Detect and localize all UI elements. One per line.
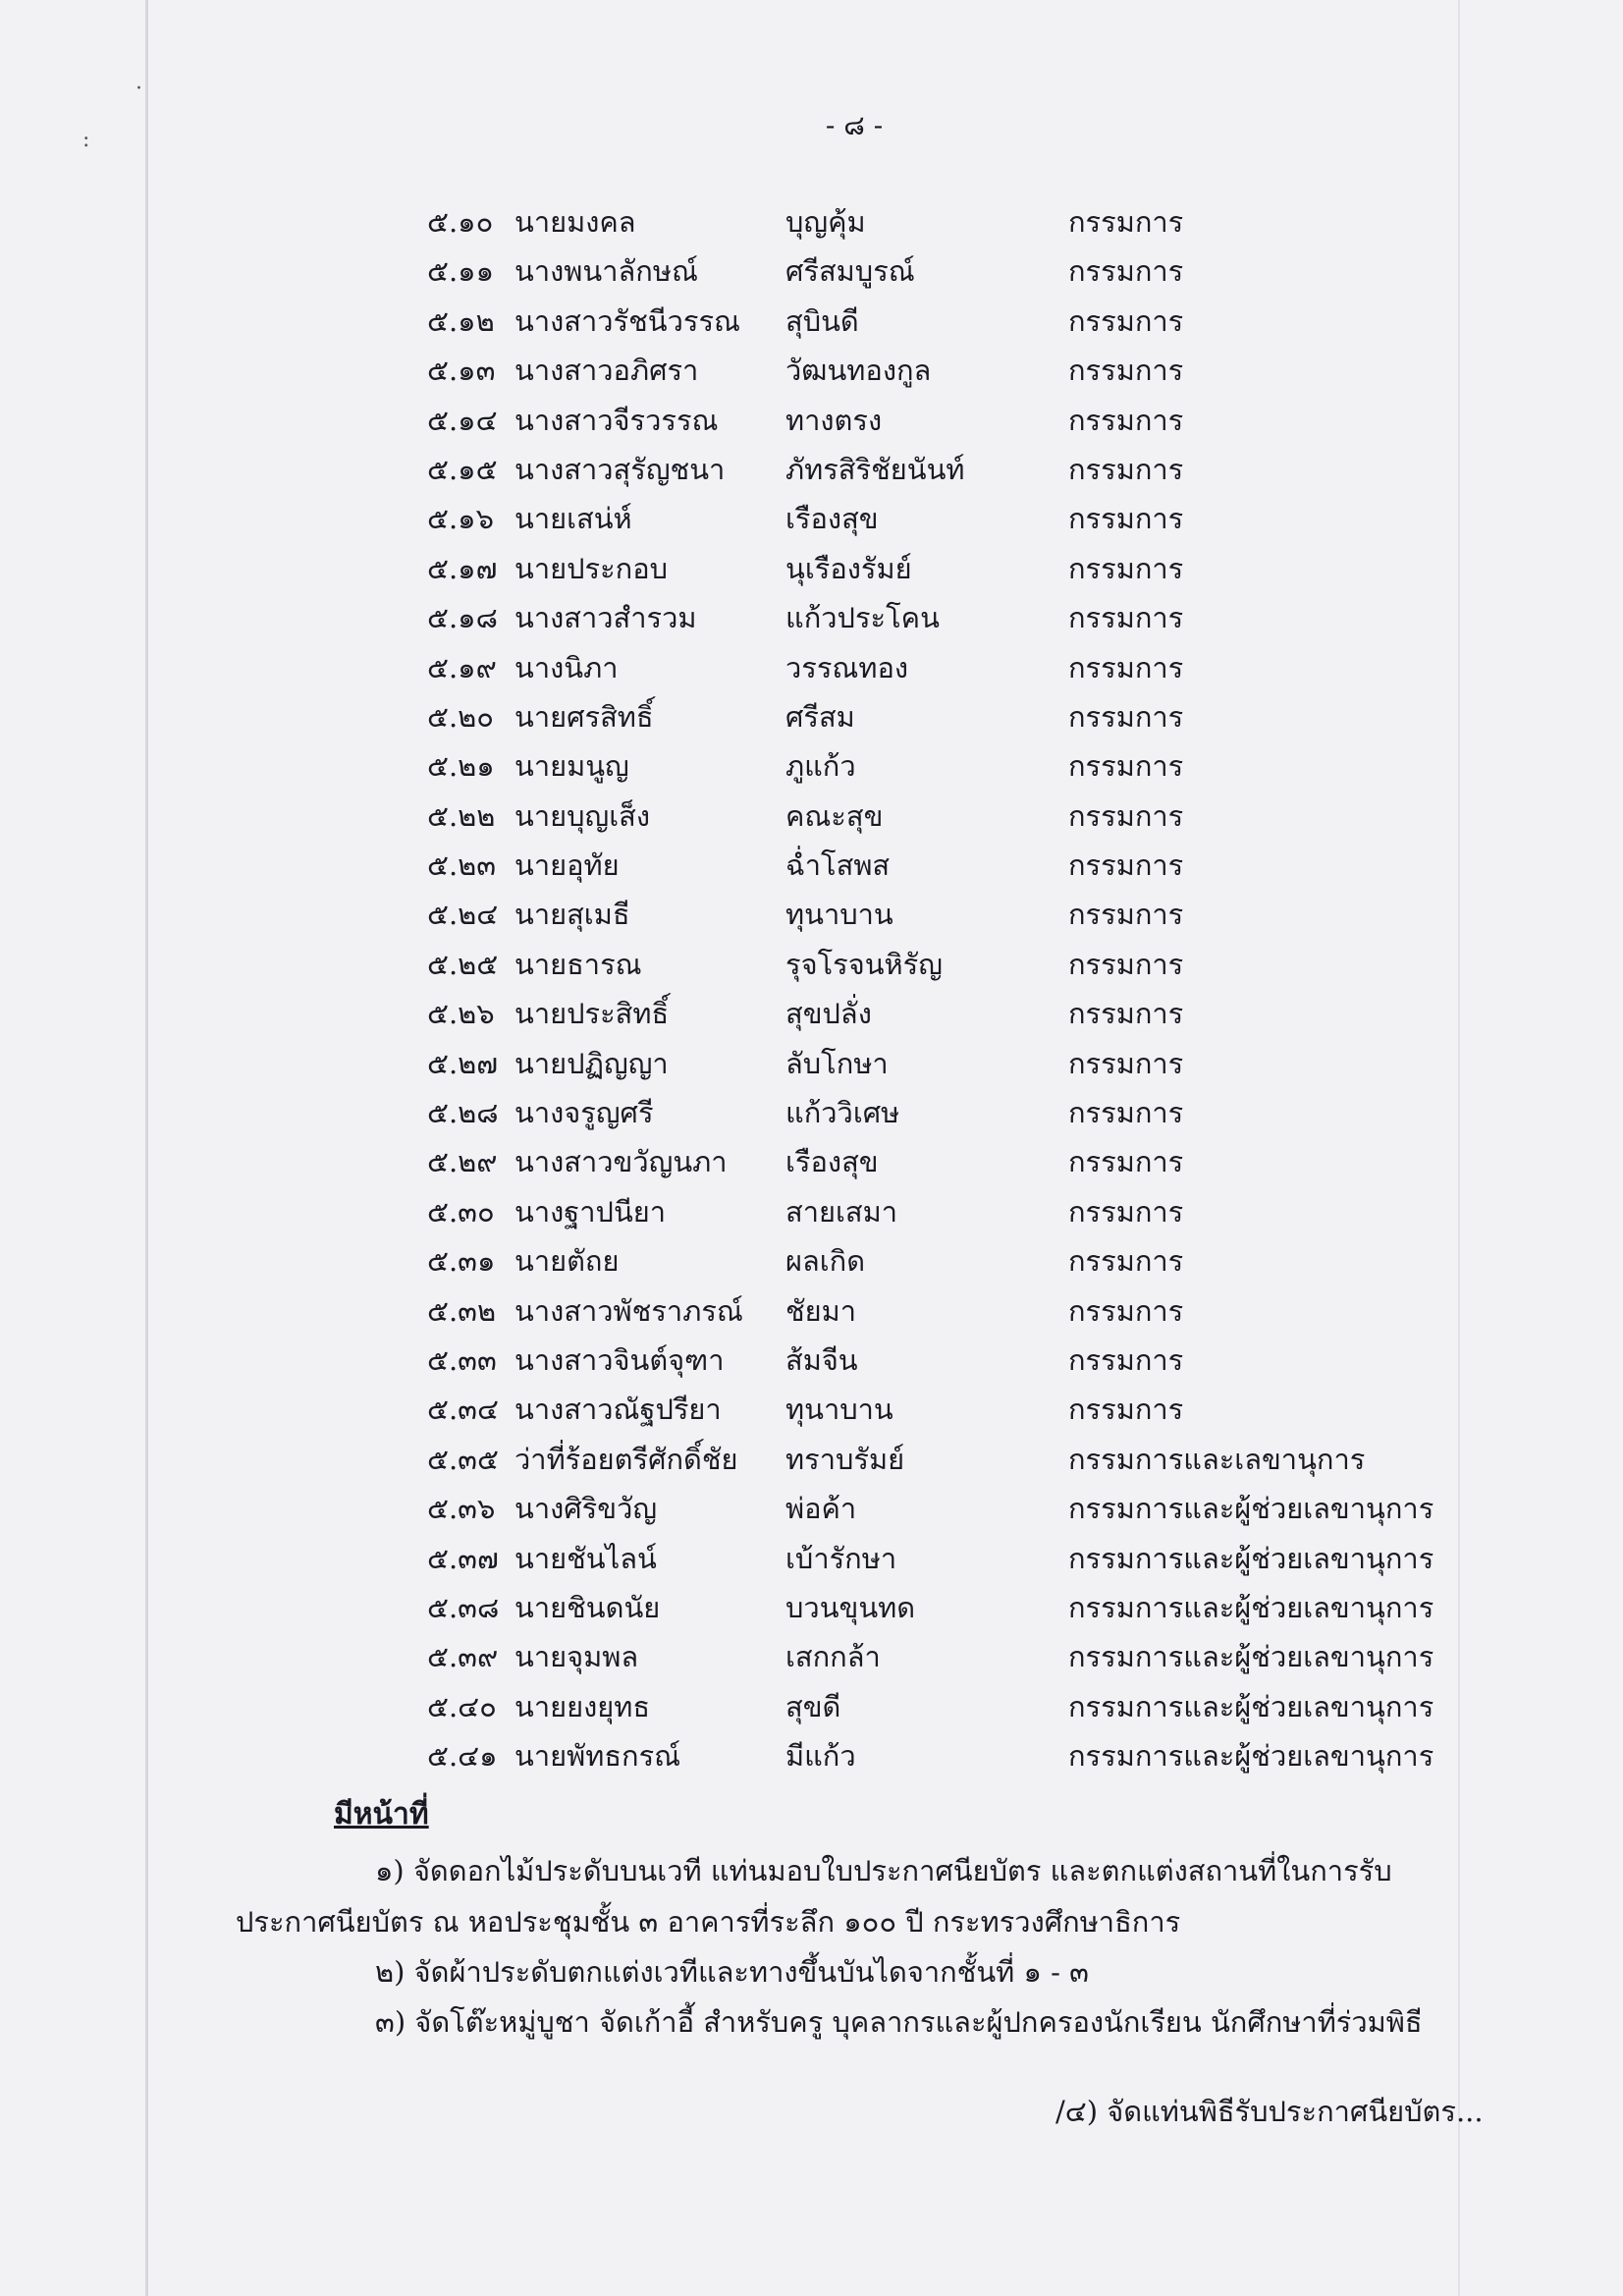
roster-number: ๕.๓๕ <box>427 1442 499 1476</box>
roster-name: นายมนูญ <box>514 749 629 784</box>
roster-role: กรรมการ <box>1068 354 1184 388</box>
roster-row <box>0 1338 1623 1387</box>
roster-number: ๕.๒๘ <box>427 1096 499 1130</box>
roster-number: ๕.๒๖ <box>427 997 495 1031</box>
roster-name: นายศรสิทธิ์ <box>514 699 654 734</box>
roster-number: ๕.๓๗ <box>427 1541 499 1575</box>
roster-role: กรรมการ <box>1068 1342 1184 1377</box>
roster-role: กรรมการ <box>1068 1393 1184 1427</box>
roster-name: นางสาวจีรวรรณ <box>514 403 719 437</box>
roster-surname: ศรีสม <box>785 699 855 734</box>
page-number: - ๘ - <box>825 109 884 141</box>
roster-number: ๕.๓๔ <box>427 1393 499 1427</box>
duty-item-2: ๒) จัดผ้าประดับตกแต่งเวทีและทางขึ้นบันไดจากชั้นที่ ๑ - ๓ <box>375 1955 1089 1989</box>
roster-surname: ภัทรสิริชัยนันท์ <box>785 452 965 486</box>
roster-row <box>0 1437 1623 1486</box>
roster-surname: สุขปลั่ง <box>785 997 872 1031</box>
roster-row <box>0 299 1623 348</box>
roster-surname: ฉ่ำโสพส <box>785 848 891 883</box>
roster-row <box>0 546 1623 595</box>
roster-row <box>0 991 1623 1040</box>
roster-role: กรรมการ <box>1068 452 1184 486</box>
roster-number: ๕.๑๗ <box>427 551 498 585</box>
roster-row <box>0 348 1623 397</box>
roster-surname: ชัยมา <box>785 1293 857 1328</box>
roster-name: นางสาวสุรัญชนา <box>514 452 726 486</box>
roster-row <box>0 743 1623 793</box>
roster-row <box>0 248 1623 298</box>
roster-name: นางสาวณัฐปรียา <box>514 1393 722 1427</box>
roster-name: นางสาวรัชนีวรรณ <box>514 303 740 338</box>
roster-row <box>0 496 1623 545</box>
roster-name: นายตัถย <box>514 1244 620 1279</box>
roster-row <box>0 645 1623 694</box>
roster-role: กรรมการ <box>1068 502 1184 536</box>
roster-surname: มีแก้ว <box>785 1739 856 1774</box>
roster-role: กรรมการและผู้ช่วยเลขานุการ <box>1068 1739 1434 1774</box>
roster-surname: แก้วประโคน <box>785 601 940 635</box>
roster-surname: เรืองสุข <box>785 502 879 536</box>
roster-role: กรรมการ <box>1068 403 1184 437</box>
roster-name: นายบุญเส็ง <box>514 798 650 833</box>
roster-name: นางสาวขวัญนภา <box>514 1145 728 1179</box>
roster-row <box>0 1238 1623 1287</box>
committee-roster <box>0 199 1623 1783</box>
roster-surname: วัฒนทองกูล <box>785 354 932 388</box>
roster-role: กรรมการ <box>1068 205 1184 239</box>
roster-role: กรรมการและผู้ช่วยเลขานุการ <box>1068 1492 1434 1526</box>
roster-name: นางพนาลักษณ์ <box>514 254 698 289</box>
roster-row <box>0 1387 1623 1436</box>
roster-number: ๕.๑๙ <box>427 650 497 684</box>
roster-row <box>0 1684 1623 1733</box>
roster-name: นายปฏิญญา <box>514 1046 669 1080</box>
roster-name: ว่าที่ร้อยตรีศักดิ์ชัย <box>514 1442 738 1476</box>
roster-row <box>0 1189 1623 1238</box>
roster-surname: ศรีสมบูรณ์ <box>785 254 915 289</box>
roster-name: นางฐาปนียา <box>514 1194 667 1229</box>
roster-surname: ส้มจีน <box>785 1342 858 1377</box>
roster-surname: คณะสุข <box>785 798 884 833</box>
roster-number: ๕.๑๑ <box>427 254 494 289</box>
roster-number: ๕.๑๘ <box>427 601 498 635</box>
roster-role: กรรมการ <box>1068 898 1184 932</box>
roster-name: นางนิภา <box>514 650 619 684</box>
roster-number: ๕.๒๗ <box>427 1046 499 1080</box>
roster-name: นายเสน่ห์ <box>514 502 632 536</box>
roster-row <box>0 1041 1623 1090</box>
roster-role: กรรมการและเลขานุการ <box>1068 1442 1366 1476</box>
roster-surname: บวนขุนทด <box>785 1590 916 1624</box>
roster-row <box>0 199 1623 248</box>
roster-name: นางสาวอภิศรา <box>514 354 699 388</box>
roster-number: ๕.๓๒ <box>427 1293 497 1328</box>
roster-name: นายประสิทธิ์ <box>514 997 670 1031</box>
roster-number: ๕.๒๐ <box>427 699 494 734</box>
scan-speck: : <box>82 128 90 152</box>
roster-row <box>0 1585 1623 1634</box>
duties-heading: มีหน้าที่ <box>334 1797 429 1831</box>
roster-row <box>0 595 1623 644</box>
roster-role: กรรมการ <box>1068 551 1184 585</box>
roster-surname: รุจโรจนหิรัญ <box>785 947 943 981</box>
roster-row <box>0 892 1623 941</box>
roster-number: ๕.๓๓ <box>427 1342 497 1377</box>
roster-surname: พ่อค้า <box>785 1492 857 1526</box>
roster-role: กรรมการ <box>1068 699 1184 734</box>
roster-surname: สุบินดี <box>785 303 859 338</box>
duty-item-3: ๓) จัดโต๊ะหมู่บูชา จัดเก้าอี้ สำหรับครู บุคลากรและผู้ปกครองนักเรียน นักศึกษาที่ร่วมพิธี <box>375 2005 1423 2039</box>
roster-number: ๕.๓๖ <box>427 1492 496 1526</box>
roster-role: กรรมการ <box>1068 1046 1184 1080</box>
roster-surname: ทุนาบาน <box>785 898 893 932</box>
roster-row <box>0 793 1623 843</box>
roster-surname: นุเรืองรัมย์ <box>785 551 912 585</box>
roster-name: นางสาวจินต์จุฑา <box>514 1342 725 1377</box>
roster-role: กรรมการ <box>1068 254 1184 289</box>
roster-number: ๕.๑๒ <box>427 303 495 338</box>
roster-name: นายมงคล <box>514 205 636 239</box>
roster-number: ๕.๒๕ <box>427 947 499 981</box>
scan-speck: · <box>135 77 142 101</box>
roster-surname: แก้ววิเศษ <box>785 1096 900 1130</box>
roster-number: ๕.๓๐ <box>427 1194 495 1229</box>
roster-row <box>0 843 1623 892</box>
roster-surname: เสกกล้า <box>785 1640 881 1674</box>
roster-number: ๕.๒๓ <box>427 848 497 883</box>
roster-role: กรรมการและผู้ช่วยเลขานุการ <box>1068 1640 1434 1674</box>
roster-name: นายสุเมธี <box>514 898 630 932</box>
roster-number: ๕.๔๐ <box>427 1689 497 1723</box>
roster-row <box>0 1536 1623 1585</box>
roster-number: ๕.๑๐ <box>427 205 494 239</box>
roster-name: นางศิริขวัญ <box>514 1492 658 1526</box>
roster-role: กรรมการ <box>1068 1096 1184 1130</box>
roster-role: กรรมการและผู้ช่วยเลขานุการ <box>1068 1689 1434 1723</box>
roster-number: ๕.๑๖ <box>427 502 494 536</box>
duty-item-1-line-2: ประกาศนียบัตร ณ หอประชุมชั้น ๓ อาคารที่ระลึก ๑๐๐ ปี กระทรวงศึกษาธิการ <box>236 1905 1181 1939</box>
roster-role: กรรมการ <box>1068 303 1184 338</box>
roster-number: ๕.๒๔ <box>427 898 499 932</box>
roster-number: ๕.๒๑ <box>427 749 495 784</box>
roster-name: นายพัทธกรณ์ <box>514 1739 681 1774</box>
roster-surname: วรรณทอง <box>785 650 909 684</box>
roster-row <box>0 694 1623 743</box>
roster-surname: ทุนาบาน <box>785 1393 893 1427</box>
roster-number: ๕.๓๙ <box>427 1640 499 1674</box>
roster-surname: ทราบรัมย์ <box>785 1442 905 1476</box>
roster-row <box>0 447 1623 496</box>
roster-surname: สุขดี <box>785 1689 841 1723</box>
roster-role: กรรมการ <box>1068 798 1184 833</box>
roster-name: นายประกอบ <box>514 551 669 585</box>
roster-number: ๕.๔๑ <box>427 1739 498 1774</box>
roster-surname: เบ้ารักษา <box>785 1541 897 1575</box>
roster-role: กรรมการ <box>1068 848 1184 883</box>
roster-surname: สายเสมา <box>785 1194 897 1229</box>
roster-surname: ลับโกษา <box>785 1046 889 1080</box>
roster-role: กรรมการและผู้ช่วยเลขานุการ <box>1068 1590 1434 1624</box>
roster-row <box>0 1139 1623 1188</box>
roster-role: กรรมการ <box>1068 947 1184 981</box>
roster-name: นายชันไลน์ <box>514 1541 657 1575</box>
roster-role: กรรมการ <box>1068 997 1184 1031</box>
roster-number: ๕.๒๒ <box>427 798 496 833</box>
roster-role: กรรมการ <box>1068 1244 1184 1279</box>
roster-number: ๕.๒๙ <box>427 1145 498 1179</box>
roster-surname: ภูแก้ว <box>785 749 856 784</box>
roster-surname: บุญคุ้ม <box>785 205 866 239</box>
roster-name: นางสาวพัชราภรณ์ <box>514 1293 743 1328</box>
roster-role: กรรมการ <box>1068 1194 1184 1229</box>
roster-name: นายยงยุทธ <box>514 1689 651 1723</box>
roster-role: กรรมการและผู้ช่วยเลขานุการ <box>1068 1541 1434 1575</box>
roster-name: นางจรูญศรี <box>514 1096 654 1130</box>
roster-name: นางสาวสำรวม <box>514 601 697 635</box>
roster-name: นายชินดนัย <box>514 1590 661 1624</box>
roster-row <box>0 1733 1623 1782</box>
roster-surname: เรืองสุข <box>785 1145 879 1179</box>
duty-item-1-line-1: ๑) จัดดอกไม้ประดับบนเวที แท่นมอบใบประกาศนียบัตร และตกแต่งสถานที่ในการรับ <box>375 1854 1392 1887</box>
continuation-note: /๔) จัดแท่นพิธีรับประกาศนียบัตร... <box>1055 2095 1484 2128</box>
roster-number: ๕.๑๕ <box>427 452 498 486</box>
roster-number: ๕.๑๓ <box>427 354 496 388</box>
roster-role: กรรมการ <box>1068 749 1184 784</box>
roster-role: กรรมการ <box>1068 601 1184 635</box>
roster-surname: ทางตรง <box>785 403 883 437</box>
roster-number: ๕.๑๔ <box>427 403 498 437</box>
roster-row <box>0 398 1623 447</box>
roster-name: นายจุมพล <box>514 1640 639 1674</box>
roster-name: นายอุทัย <box>514 848 620 883</box>
roster-role: กรรมการ <box>1068 650 1184 684</box>
roster-row <box>0 1090 1623 1139</box>
roster-role: กรรมการ <box>1068 1145 1184 1179</box>
roster-row <box>0 1486 1623 1535</box>
roster-surname: ผลเกิด <box>785 1244 866 1279</box>
roster-name: นายธารณ <box>514 947 642 981</box>
roster-row <box>0 1634 1623 1683</box>
roster-row <box>0 942 1623 991</box>
roster-role: กรรมการ <box>1068 1293 1184 1328</box>
roster-number: ๕.๓๘ <box>427 1590 500 1624</box>
roster-row <box>0 1288 1623 1338</box>
roster-number: ๕.๓๑ <box>427 1244 496 1279</box>
